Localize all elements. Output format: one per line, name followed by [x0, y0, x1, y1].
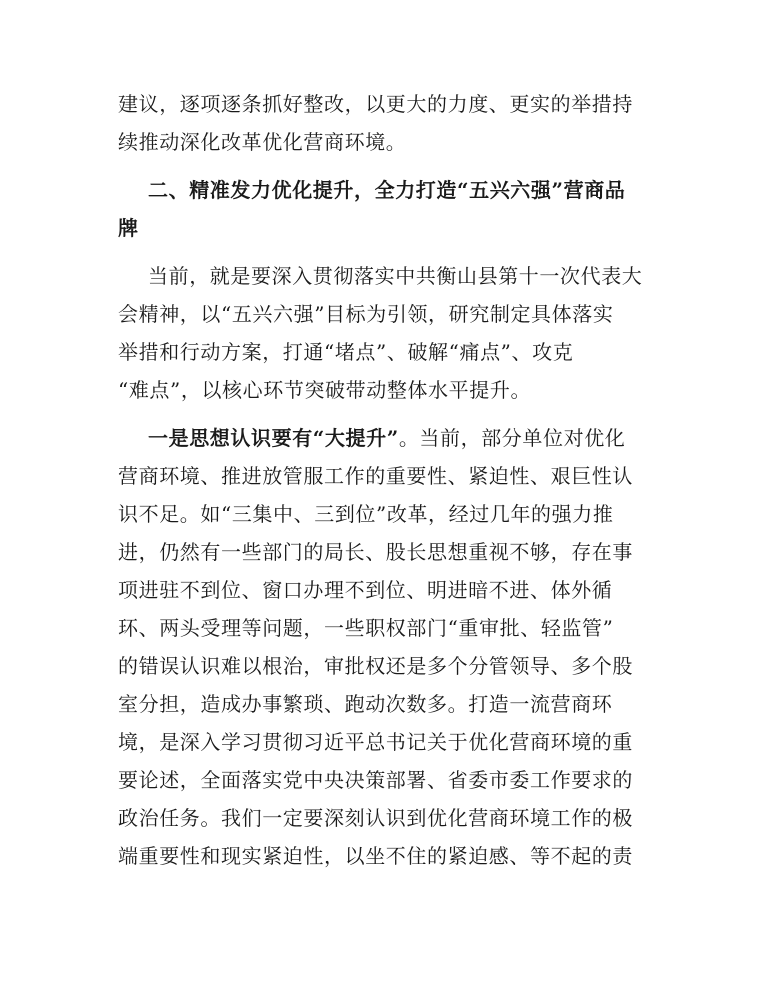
section-heading-line-1: 二、精准发力优化提升，全力打造“五兴六强”营商品: [148, 178, 626, 202]
para2-line-3: 举措和行动方案，打通“堵点”、破解“痛点”、攻克: [118, 340, 574, 364]
para3-line-1-rest: 。当前，部分单位对优化: [398, 426, 626, 450]
para3-line-6: 环、两头受理等问题，一些职权部门“重审批、轻监管”: [118, 616, 614, 640]
para3-line-12: 端重要性和现实紧迫性，以坐不住的紧迫感、等不起的责: [118, 844, 633, 868]
para1-line-2: 续推动深化改革优化营商环境。: [118, 130, 407, 154]
section-heading-line-2: 牌: [118, 216, 139, 240]
para3-line-5: 项进驻不到位、窗口办理不到位、明进暗不进、体外循: [118, 578, 613, 602]
para3-line-3: 识不足。如“三集中、三到位”改革，经过几年的强力推: [118, 502, 614, 526]
para3-line-8: 室分担，造成办事繁琐、跑动次数多。打造一流营商环: [118, 692, 613, 716]
para2-line-2: 会精神，以“五兴六强”目标为引领，研究制定具体落实: [118, 302, 614, 326]
para3-lead-text: 一是思想认识要有“大提升”: [148, 426, 399, 450]
para3-line-9: 境，是深入学习贯彻习近平总书记关于优化营商环境的重: [118, 730, 633, 754]
para3-line-10: 要论述，全面落实党中央决策部署、省委市委工作要求的: [118, 768, 633, 792]
para3-line-11: 政治任务。我们一定要深刻认识到优化营商环境工作的极: [118, 806, 633, 830]
para3-line-4: 进，仍然有一些部门的局长、股长思想重视不够，存在事: [118, 540, 633, 564]
para3-line-1: [148, 426, 625, 450]
para1-line-1: 建议，逐项逐条抓好整改，以更大的力度、更实的举措持: [118, 92, 633, 116]
para3-line-7: 的错误认识难以根治，审批权还是多个分管领导、多个股: [118, 654, 633, 678]
para2-line-1: 当前，就是要深入贯彻落实中共衡山县第十一次代表大: [148, 264, 643, 288]
para2-line-4: “难点”，以核心环节突破带动整体水平提升。: [118, 378, 532, 402]
para3-line-2: 营商环境、推进放管服工作的重要性、紧迫性、艰巨性认: [118, 464, 633, 488]
